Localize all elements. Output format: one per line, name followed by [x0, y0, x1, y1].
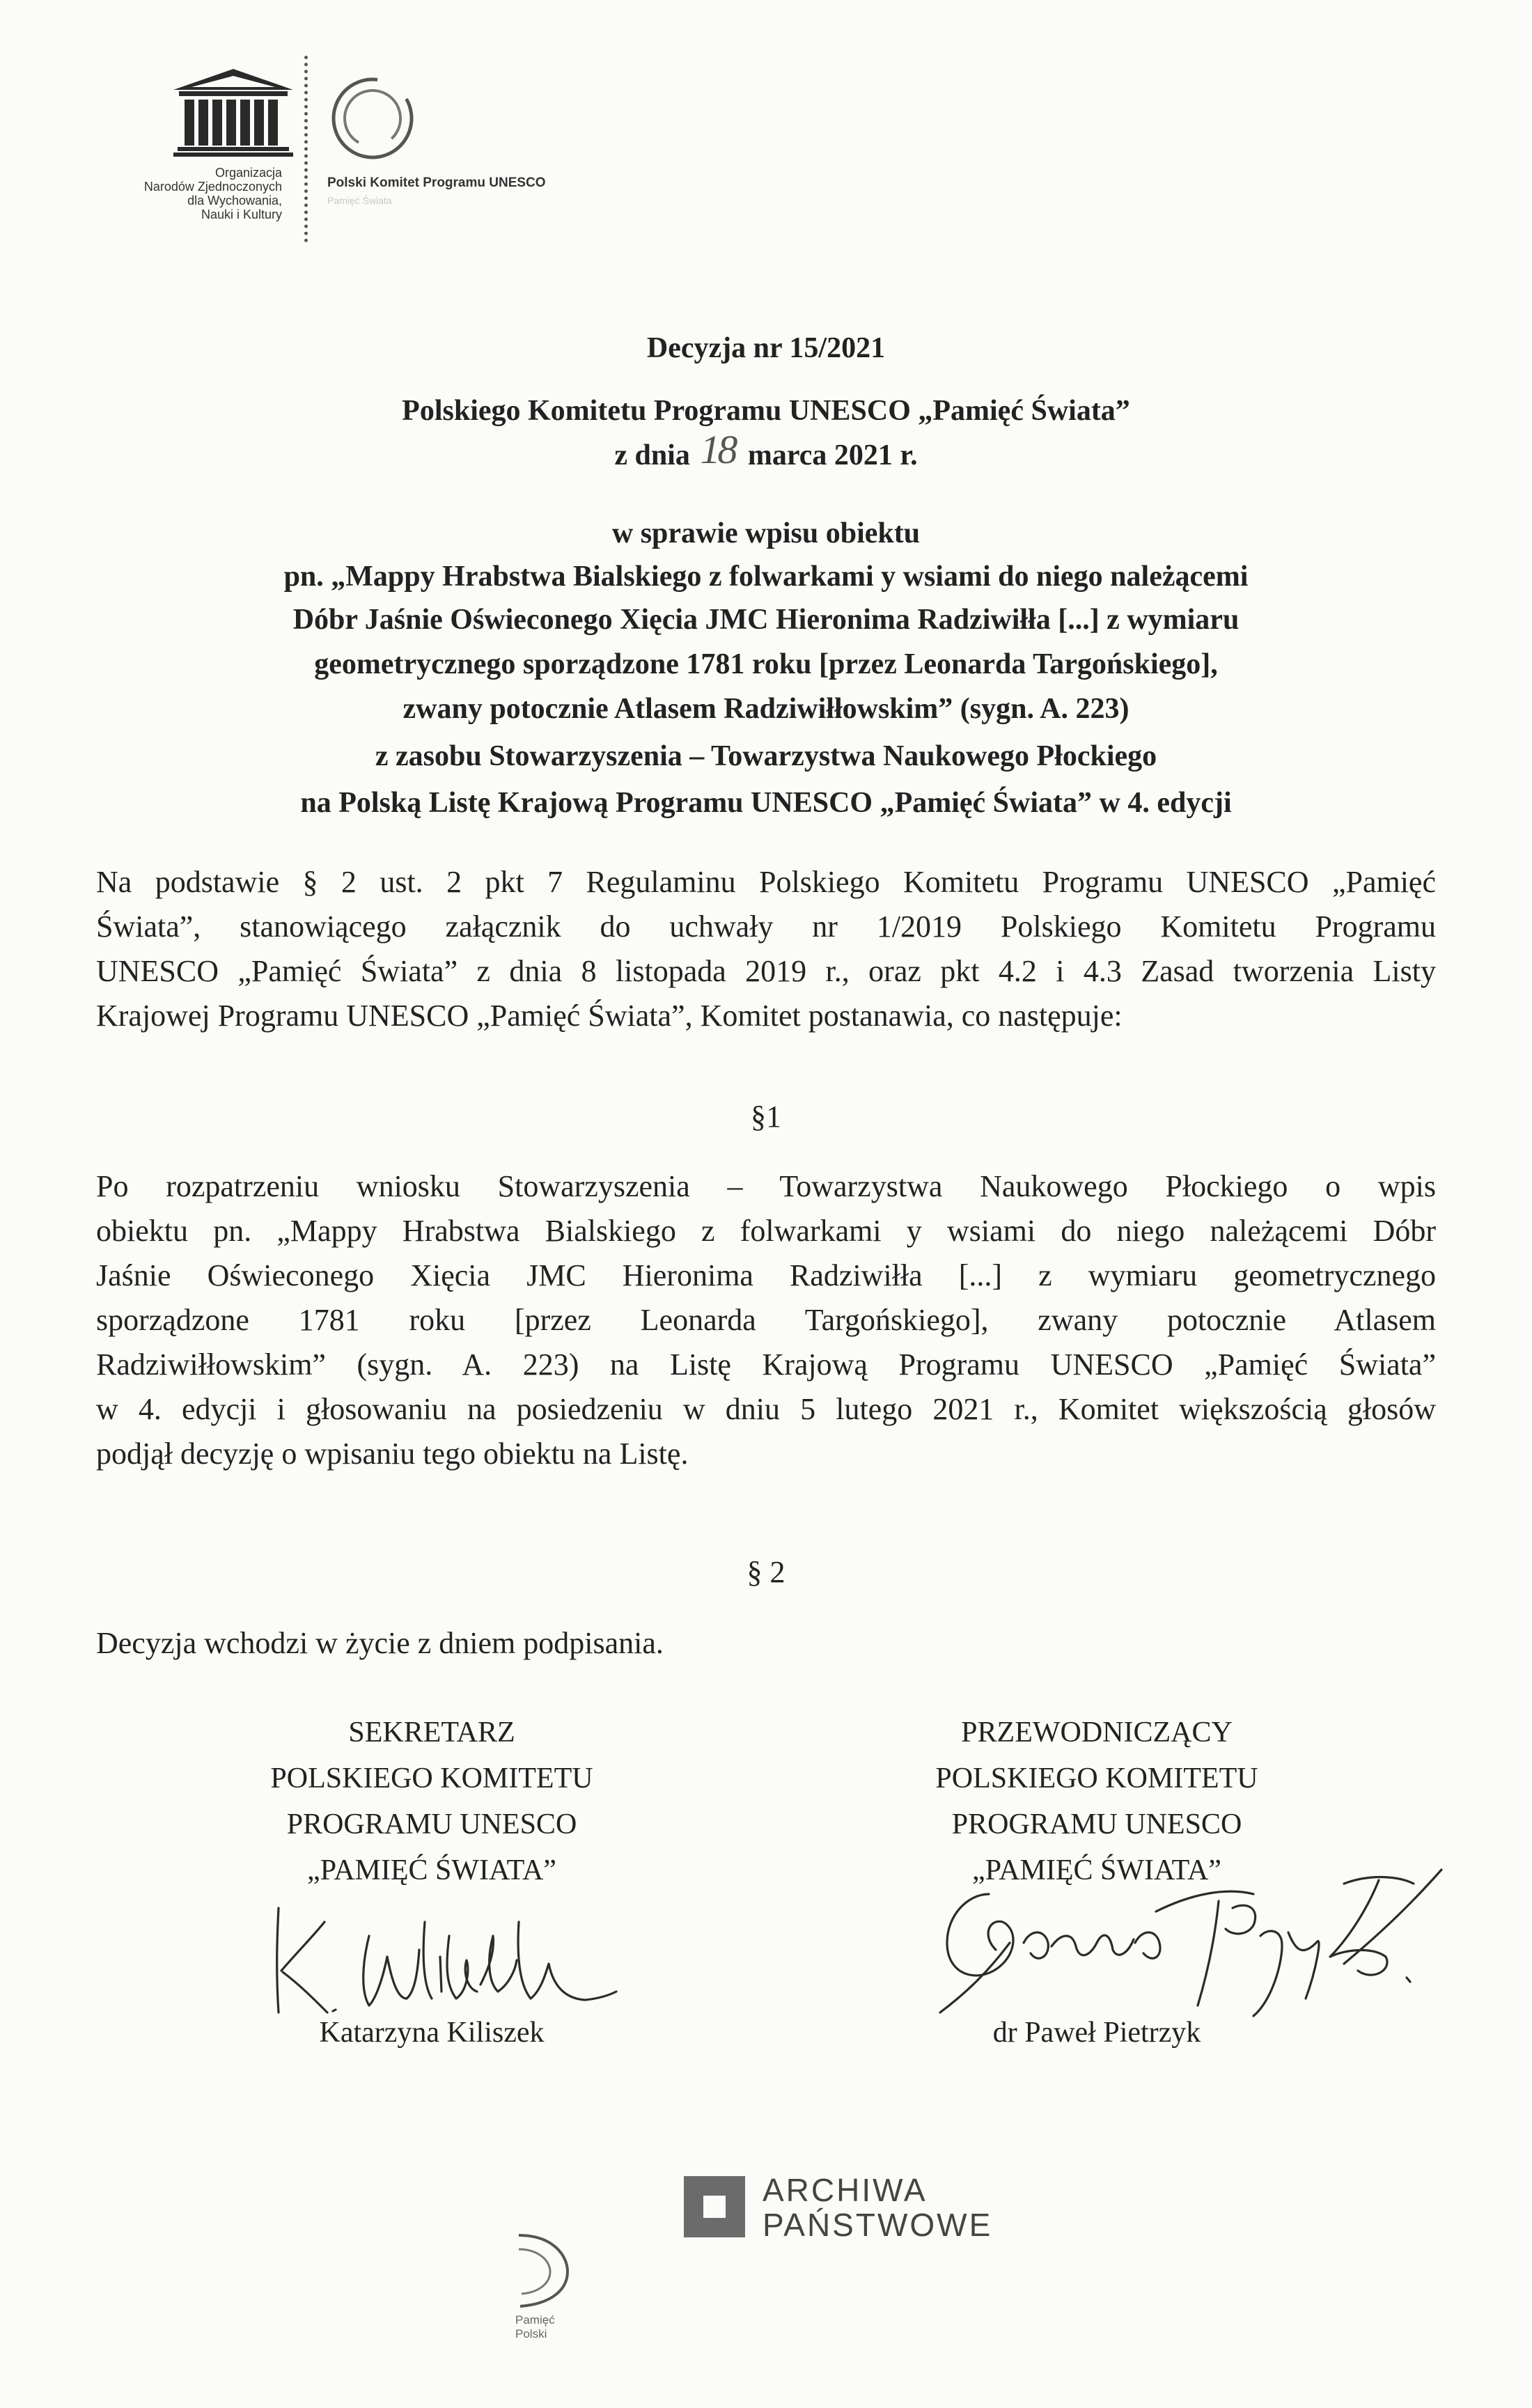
role-line: SEKRETARZ: [348, 1717, 515, 1749]
unesco-caption-line: Organizacja: [214, 166, 282, 180]
preamble-line: UNESCO „Pamięć Świata” z dnia 8 listopada 2019 r., oraz pkt 4.2 i 4.3 Zasad tworzenia Listy: [96, 954, 1436, 988]
role-line: POLSKIEGO KOMITETU: [270, 1762, 593, 1795]
section-2-line: Decyzja wchodzi w życie z dniem podpisania.: [96, 1626, 664, 1660]
decision-date: [0, 427, 1532, 472]
subject-line: geometrycznego sporządzone 1781 roku [przez Leonarda Targońskiego],: [314, 648, 1218, 680]
subject-line: w sprawie wpisu obiektu: [611, 517, 921, 549]
unesco-caption-line: Narodów Zjednoczonych: [143, 180, 282, 194]
subject-line: Dóbr Jaśnie Oświeconego Xięcia JMC Hieronima Radziwiłła [...] z wymiaru: [292, 604, 1240, 636]
role-line: POLSKIEGO KOMITETU: [935, 1762, 1258, 1795]
committee-ring-logo: [327, 73, 418, 164]
section-1-line: Jaśnie Oświeconego Xięcia JMC Hieronima Radziwiłła [...] z wymiaru geometrycznego: [96, 1258, 1436, 1292]
archiwa-line-2: PAŃSTWOWE: [763, 2207, 993, 2243]
unesco-caption-line: Nauki i Kultury: [201, 208, 282, 221]
committee-name: Polski Komitet Programu UNESCO: [327, 175, 546, 190]
pamiec-polski-logo: [512, 2228, 574, 2312]
role-line: „PAMIĘĆ ŚWIATA”: [972, 1854, 1221, 1886]
header-divider: [304, 56, 308, 242]
section-1-line: obiektu pn. „Mappy Hrabstwa Bialskiego z folwarkami y wsiami do niego należącemi Dóbr: [96, 1214, 1436, 1248]
pamiec-polski-caption: [515, 2313, 599, 2341]
section-1-line: sporządzone 1781 roku [przez Leonarda Targońskiego], zwany potocznie Atlasem: [96, 1303, 1436, 1337]
role-line: PROGRAMU UNESCO: [286, 1808, 577, 1840]
subject-line: na Polską Listę Krajową Programu UNESCO „Pamięć Świata” w 4. edycji: [300, 787, 1232, 819]
section-1-line: w 4. edycji i głosowaniu na posiedzeniu w dniu 5 lutego 2021 r., Komitet większością głosów: [96, 1392, 1436, 1426]
date-prefix: z dnia: [614, 439, 690, 471]
role-line: PROGRAMU UNESCO: [951, 1808, 1242, 1840]
date-day-slot: [697, 427, 740, 472]
section-2-mark: § 2: [747, 1555, 785, 1589]
preamble-line: Krajowej Programu UNESCO „Pamięć Świata”, Komitet postanawia, co następuje:: [96, 999, 1123, 1033]
unesco-caption: [80, 166, 282, 221]
section-1-mark: §1: [751, 1100, 781, 1134]
preamble-line: Świata”, stanowiącego załącznik do uchwały nr 1/2019 Polskiego Komitetu Programu: [96, 909, 1436, 944]
secretary-name: Katarzyna Kiliszek: [319, 2017, 545, 2049]
pamiec-caption-line: Polski: [515, 2327, 547, 2340]
subject-line: zwany potocznie Atlasem Radziwiłłowskim” (sygn. A. 223): [402, 693, 1130, 725]
date-suffix: marca 2021 r.: [747, 439, 918, 471]
subject-line: pn. „Mappy Hrabstwa Bialskiego z folwarkami y wsiami do niego należącemi: [283, 561, 1249, 593]
section-1-paragraph: [96, 1164, 1436, 1476]
section-1-line: podjął decyzję o wpisaniu tego obiektu na Listę.: [96, 1437, 689, 1471]
role-line: „PAMIĘĆ ŚWIATA”: [307, 1854, 556, 1886]
unesco-logo: [171, 66, 296, 157]
role-line: PRZEWODNICZĄCY: [961, 1717, 1233, 1749]
preamble-paragraph: [96, 860, 1436, 1038]
committee-subtitle: Pamięć Świata: [327, 195, 392, 206]
unesco-caption-line: dla Wychowania,: [187, 194, 282, 208]
subject-line: z zasobu Stowarzyszenia – Towarzystwa Naukowego Płockiego: [375, 740, 1157, 772]
chairman-handwritten-signature: [926, 1866, 1455, 2026]
archiwa-panstwowe-icon: [684, 2176, 745, 2237]
section-1-line: Po rozpatrzeniu wniosku Stowarzyszenia – Towarzystwa Naukowego Płockiego o wpis: [96, 1169, 1436, 1203]
secretary-role-block: [153, 1710, 710, 1893]
pamiec-caption-line: Pamięć: [515, 2313, 555, 2327]
chairman-name: dr Paweł Pietrzyk: [992, 2017, 1201, 2049]
secretary-handwritten-signature: [258, 1894, 620, 2026]
decision-number: Decyzja nr 15/2021: [646, 332, 886, 364]
committee-line: Polskiego Komitetu Programu UNESCO „Pamięć Świata”: [402, 395, 1130, 427]
section-1-line: Radziwiłłowskim” (sygn. A. 223) na Listę Krajową Programu UNESCO „Pamięć Świata”: [96, 1347, 1436, 1382]
handwritten-day: 18: [700, 427, 735, 472]
preamble-line: Na podstawie § 2 ust. 2 pkt 7 Regulaminu Polskiego Komitetu Programu UNESCO „Pamięć: [96, 865, 1436, 899]
archiwa-line-1: ARCHIWA: [763, 2172, 928, 2208]
section-2-paragraph: [96, 1621, 1436, 1666]
